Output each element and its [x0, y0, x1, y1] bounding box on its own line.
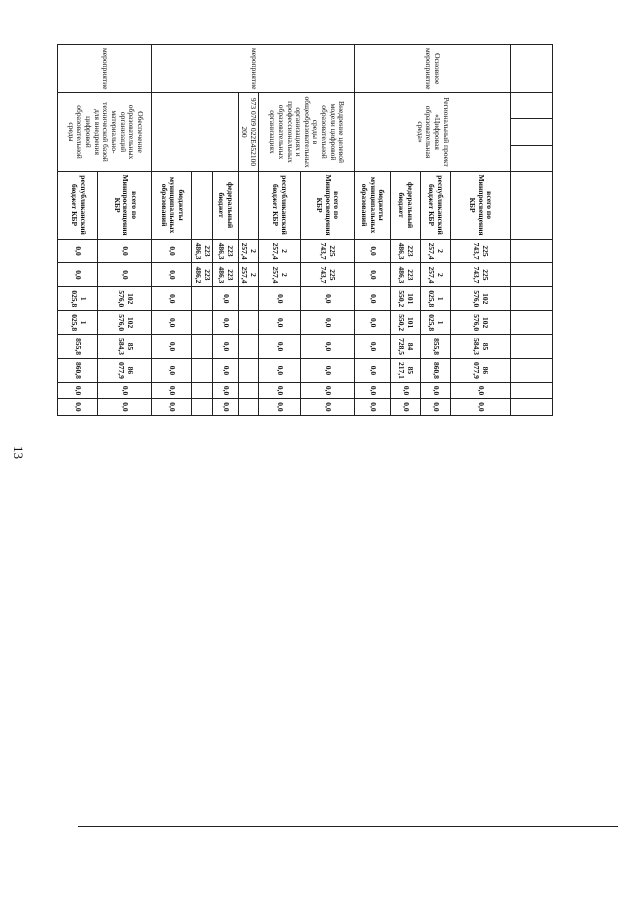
funding-source-cell: всего по Минпросвещения КБР	[451, 171, 511, 239]
amount-cell: 0,0	[301, 335, 355, 359]
amount-cell: 223 486,3	[391, 263, 421, 287]
amount-cell: 0,0	[355, 358, 391, 382]
amount-cell: 0,0	[98, 239, 152, 263]
amount-cell: 0,0	[301, 399, 355, 415]
amount-cell: 0,0	[152, 358, 192, 382]
row-label-cell	[511, 119, 553, 145]
amount-cell: 0,0	[259, 382, 301, 398]
funding-source-cell: всего по Минпросвещения КБР	[98, 171, 152, 239]
funding-source-cell: республиканский бюджет КБР	[259, 171, 301, 239]
amount-cell: 102 576,0	[451, 287, 511, 311]
amount-cell	[238, 382, 258, 398]
row-label-cell: Обеспечение образовательных организаций материально-технической базой для внедрения цифровой образовательной среды	[58, 93, 152, 171]
amount-cell: 2 257,4	[238, 263, 258, 287]
amount-cell: 2 257,4	[421, 263, 451, 287]
funding-source-cell: бюджеты муниципальных образований	[355, 171, 391, 239]
amount-cell: 0,0	[355, 399, 391, 415]
row-label-cell	[152, 93, 238, 171]
amount-cell	[238, 335, 258, 359]
amount-cell: 225 743,7	[451, 239, 511, 263]
amount-cell: 2 257,4	[259, 263, 301, 287]
amount-cell: 0,0	[152, 399, 192, 415]
amount-cell: 0,0	[152, 239, 192, 263]
amount-cell: 0,0	[355, 263, 391, 287]
amount-cell: 0,0	[212, 311, 238, 335]
amount-cell: 0,0	[58, 399, 98, 415]
amount-cell: 0,0	[98, 399, 152, 415]
amount-cell: 0,0	[212, 358, 238, 382]
row-label-cell: Региональный проект «Цифровая образовательная среда»	[355, 93, 511, 171]
amount-cell: 85 584,3	[451, 335, 511, 359]
amount-cell: 0,0	[355, 335, 391, 359]
funding-source-cell: республиканский бюджет КБР	[58, 171, 98, 239]
amount-cell: 0,0	[355, 239, 391, 263]
amount-cell: 0,0	[259, 311, 301, 335]
amount-cell: 85 217,1	[391, 358, 421, 382]
amount-cell: 102 576,0	[98, 287, 152, 311]
amount-cell: 0,0	[355, 382, 391, 398]
amount-cell	[192, 382, 212, 398]
amount-cell	[192, 358, 212, 382]
amount-cell: 102 576,0	[451, 311, 511, 335]
amount-cell	[511, 335, 553, 359]
amount-cell	[238, 287, 258, 311]
amount-cell: 0,0	[212, 287, 238, 311]
table-row	[98, 45, 152, 416]
row-label-cell: 973 0709 022E452100 200	[238, 93, 258, 171]
amount-cell: 0,0	[391, 399, 421, 415]
amount-cell	[511, 263, 553, 287]
amount-cell: 0,0	[259, 287, 301, 311]
amount-cell: 0,0	[212, 335, 238, 359]
amount-cell: 1 025,8	[421, 311, 451, 335]
table-row	[238, 45, 258, 416]
row-label-cell	[511, 45, 553, 93]
budget-table-body	[58, 45, 553, 416]
amount-cell	[511, 239, 553, 263]
amount-cell: 2 257,4	[259, 239, 301, 263]
amount-cell	[238, 399, 258, 415]
amount-cell: 0,0	[301, 382, 355, 398]
amount-cell: 0,0	[421, 382, 451, 398]
funding-source-cell	[238, 171, 258, 239]
amount-cell: 225 743,7	[301, 263, 355, 287]
amount-cell: 0,0	[421, 399, 451, 415]
row-label-cell	[511, 145, 553, 171]
funding-source-cell: республиканский бюджет КБР	[421, 171, 451, 239]
row-label-cell	[511, 93, 553, 119]
amount-cell	[511, 382, 553, 398]
funding-source-cell: федеральный бюджет	[212, 171, 238, 239]
budget-table-sheet	[58, 44, 554, 416]
amount-cell: 0,0	[391, 382, 421, 398]
amount-cell: 0,0	[58, 239, 98, 263]
amount-cell: 0,0	[152, 287, 192, 311]
amount-cell	[192, 399, 212, 415]
amount-cell: 223 486,2	[192, 263, 212, 287]
amount-cell: 223 486,3	[212, 239, 238, 263]
funding-source-cell	[511, 171, 553, 239]
amount-cell: 1 025,8	[58, 311, 98, 335]
amount-cell: 0,0	[98, 263, 152, 287]
amount-cell: 86 077,9	[451, 358, 511, 382]
amount-cell: 855,8	[58, 335, 98, 359]
amount-cell: 2 257,4	[238, 239, 258, 263]
amount-cell: 855,8	[421, 335, 451, 359]
amount-cell: 860,8	[421, 358, 451, 382]
row-label-cell: мероприятие	[152, 45, 355, 93]
amount-cell: 0,0	[451, 399, 511, 415]
amount-cell	[192, 311, 212, 335]
table-row	[451, 45, 511, 416]
amount-cell: 101 550,2	[391, 311, 421, 335]
funding-source-cell	[192, 171, 212, 239]
amount-cell: 0,0	[58, 263, 98, 287]
amount-cell: 102 576,0	[98, 311, 152, 335]
amount-cell: 0,0	[212, 399, 238, 415]
amount-cell	[511, 287, 553, 311]
amount-cell	[192, 287, 212, 311]
amount-cell	[511, 399, 553, 415]
amount-cell	[238, 358, 258, 382]
amount-cell: 1 025,8	[421, 287, 451, 311]
amount-cell: 223 486,3	[192, 239, 212, 263]
amount-cell: 101 550,2	[391, 287, 421, 311]
amount-cell: 1 025,8	[58, 287, 98, 311]
amount-cell: 84 728,5	[391, 335, 421, 359]
row-label-cell: Внедрение целевой модели цифровой образовательной среды в общеобразовательных организациях и профессиональных образовательных организациях	[259, 93, 355, 171]
funding-source-cell: бюджеты муниципальных образований	[152, 171, 192, 239]
amount-cell: 0,0	[259, 358, 301, 382]
amount-cell	[511, 311, 553, 335]
amount-cell: 0,0	[301, 287, 355, 311]
amount-cell: 0,0	[152, 311, 192, 335]
row-label-cell: мероприятие	[58, 45, 152, 93]
amount-cell: 0,0	[152, 263, 192, 287]
amount-cell: 0,0	[355, 311, 391, 335]
amount-cell: 0,0	[355, 287, 391, 311]
amount-cell: 0,0	[301, 311, 355, 335]
amount-cell: 0,0	[301, 358, 355, 382]
amount-cell: 0,0	[152, 382, 192, 398]
row-label-cell: Основное мероприятие	[355, 45, 511, 93]
amount-cell: 225 743,7	[301, 239, 355, 263]
amount-cell: 860,8	[58, 358, 98, 382]
amount-cell: 223 486,3	[212, 263, 238, 287]
amount-cell: 86 077,9	[98, 358, 152, 382]
amount-cell	[511, 358, 553, 382]
table-row	[511, 45, 553, 416]
table-row	[212, 45, 238, 416]
amount-cell: 0,0	[259, 399, 301, 415]
amount-cell: 2 257,4	[421, 239, 451, 263]
bottom-rule	[78, 826, 618, 827]
amount-cell: 0,0	[98, 382, 152, 398]
amount-cell: 0,0	[451, 382, 511, 398]
page-number: 13	[11, 446, 26, 459]
amount-cell: 223 486,3	[391, 239, 421, 263]
amount-cell: 225 743,7	[451, 263, 511, 287]
amount-cell: 0,0	[152, 335, 192, 359]
amount-cell: 85 584,3	[98, 335, 152, 359]
amount-cell: 0,0	[212, 382, 238, 398]
amount-cell	[192, 335, 212, 359]
table-row	[301, 45, 355, 416]
amount-cell	[238, 311, 258, 335]
amount-cell: 0,0	[259, 335, 301, 359]
funding-source-cell: федеральный бюджет	[391, 171, 421, 239]
funding-source-cell: всего по Минпросвещения КБР	[301, 171, 355, 239]
amount-cell: 0,0	[58, 382, 98, 398]
budget-table	[58, 44, 554, 416]
